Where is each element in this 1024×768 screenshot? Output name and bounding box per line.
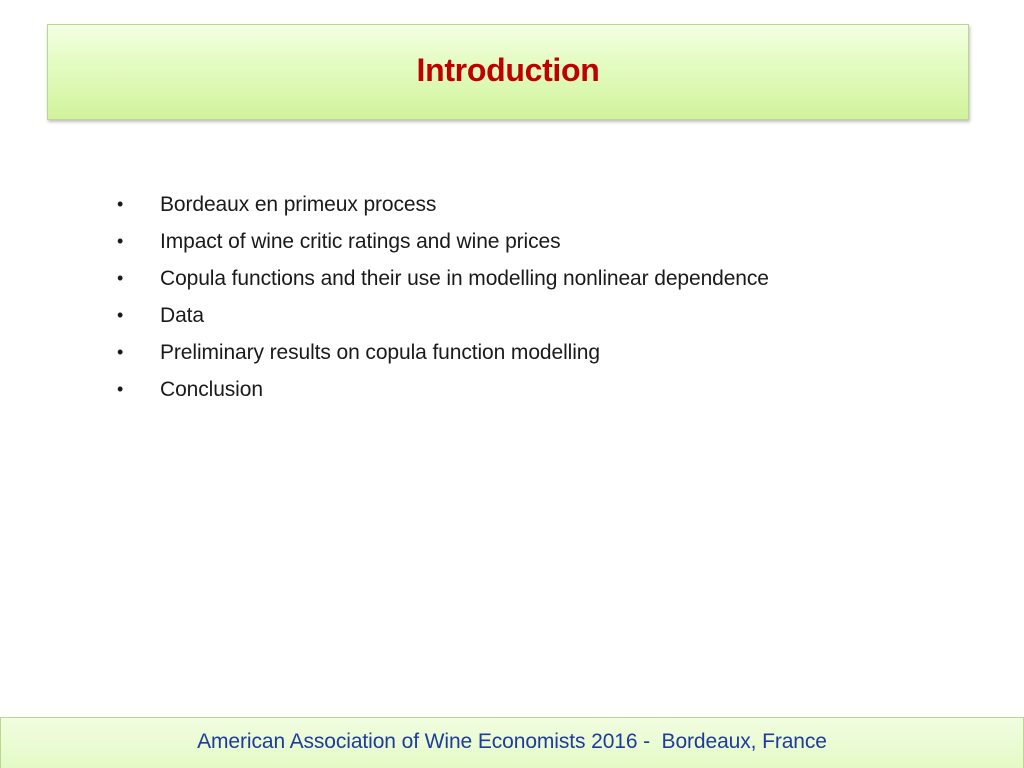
footer-banner <box>0 717 1024 768</box>
slide-title: Introduction <box>416 52 600 88</box>
bullet-text: Bordeaux en primeux process <box>160 192 437 216</box>
bullet-icon: • <box>117 268 124 288</box>
footer-text: American Association of Wine Economists 2016 - Bordeaux, France <box>197 730 827 753</box>
bullet-text: Preliminary results on copula function modelling <box>160 340 600 364</box>
bullet-text: Copula functions and their use in modelling nonlinear dependence <box>160 266 769 290</box>
bullet-item <box>115 186 769 223</box>
bullet-icon: • <box>117 342 124 362</box>
title-banner <box>47 24 969 120</box>
bullet-text: Data <box>160 303 204 327</box>
bullet-item <box>115 371 769 408</box>
bullet-icon: • <box>117 194 124 214</box>
bullet-item <box>115 334 769 371</box>
bullet-list <box>115 186 769 408</box>
bullet-icon: • <box>117 231 124 251</box>
bullet-item <box>115 260 769 297</box>
bullet-item <box>115 223 769 260</box>
bullet-icon: • <box>117 379 124 399</box>
bullet-text: Impact of wine critic ratings and wine prices <box>160 229 561 253</box>
bullet-text: Conclusion <box>160 377 263 401</box>
bullet-item <box>115 297 769 334</box>
bullet-icon: • <box>117 305 124 325</box>
